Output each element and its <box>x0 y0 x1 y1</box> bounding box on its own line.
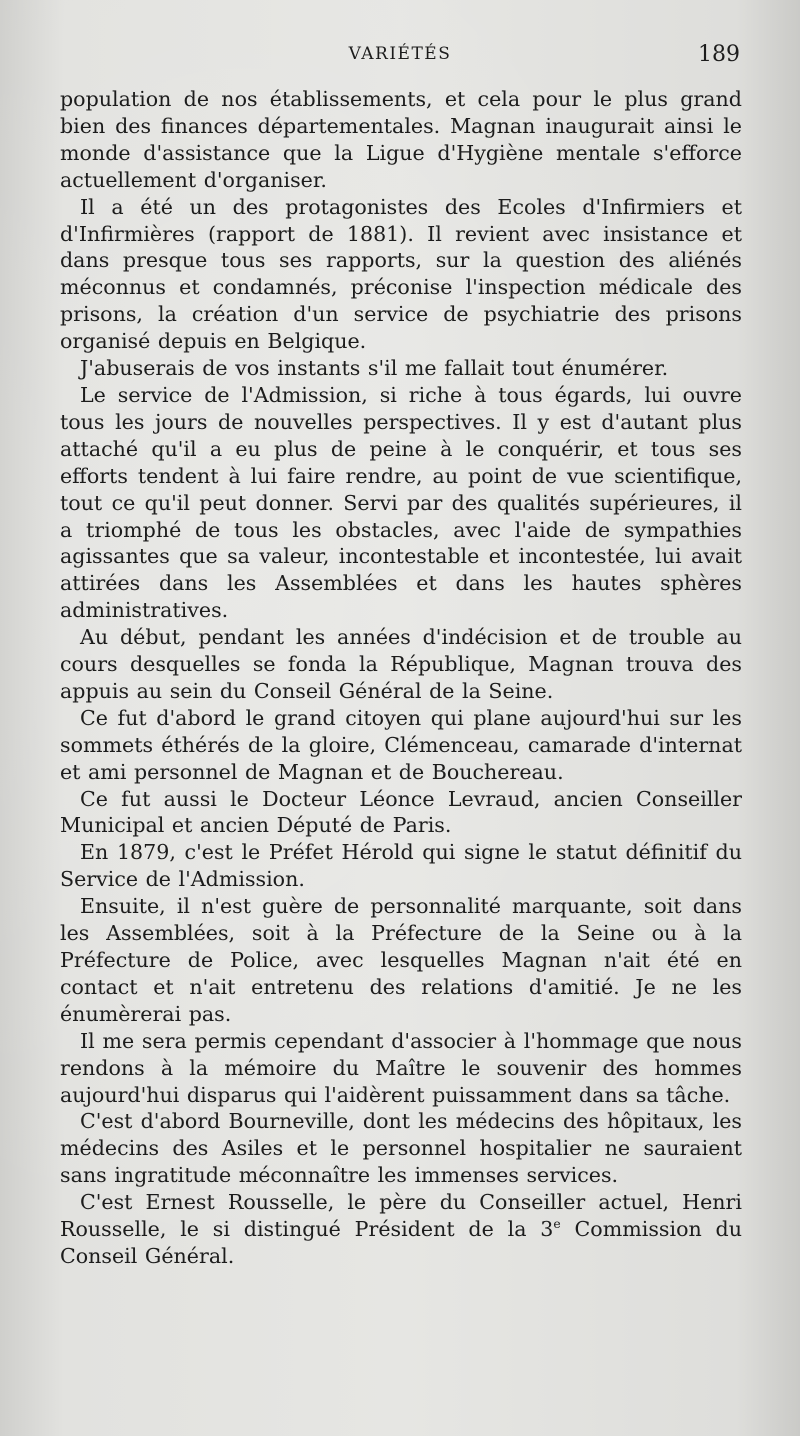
running-title: VARIÉTÉS <box>348 44 452 64</box>
paragraph: Au début, pendant les années d'indécision et de trouble au cours desquelles se fonda la République, Magnan trouva des appuis au sein du Conseil Général de la Seine. <box>60 625 742 703</box>
paragraph-continuation: population de nos établissements, et cela pour le plus grand bien des finances départementales. Magnan inaugurait ainsi le monde d'assistance que la Ligue d'Hygiène mentale s'efforce actuellement d'organiser. <box>60 87 742 192</box>
body-text <box>60 86 742 1270</box>
paragraph: En 1879, c'est le Préfet Hérold qui signe le statut définitif du Service de l'Admission. <box>60 840 742 892</box>
paragraph: J'abuserais de vos instants s'il me fallait tout énumérer. <box>80 356 669 381</box>
paragraph-last-text-end: Commission du Conseil Général. <box>60 1217 742 1268</box>
paragraph-last <box>60 1189 742 1270</box>
page-number: 189 <box>698 42 740 67</box>
page-header <box>60 44 740 74</box>
paragraph: Il me sera permis cependant d'associer à l'hommage que nous rendons à la mémoire du Maître le souvenir des hommes aujourd'hui disparus qui l'aidèrent puissamment dans sa tâche. <box>60 1028 742 1107</box>
paragraph: Ce fut d'abord le grand citoyen qui plane aujourd'hui sur les sommets éthérés de la gloire, Clémenceau, camarade d'internat et ami personnel de Magnan et de Bouchereau. <box>60 705 742 784</box>
paragraph: Ensuite, il n'est guère de personnalité marquante, soit dans les Assemblées, soit à la Préfecture de la Seine ou à la Préfecture de Police, avec lesquelles Magnan n'ait été en contact et n'ait entretenu des relations d'amitié. Je ne les énumèrerai pas. <box>60 894 742 1026</box>
paragraph: Ce fut aussi le Docteur Léonce Levraud, ancien Conseiller Municipal et ancien Député de Paris. <box>60 786 742 838</box>
ordinal-superscript: e <box>553 1217 561 1232</box>
paragraph: C'est d'abord Bourneville, dont les médecins des hôpitaux, les médecins des Asiles et le personnel hospitalier ne sauraient sans ingratitude méconnaître les immenses services. <box>60 1109 742 1188</box>
paragraph: Il a été un des protagonistes des Ecoles d'Infirmiers et d'Infirmières (rapport de 1881). Il revient avec insistance et dans presque tous ses rapports, sur la question des aliénés méconnus et condamnés, préconise l'inspection médicale des prisons, la création d'un service de psychiatrie des prisons organisé depuis en Belgique. <box>60 194 742 354</box>
paragraph-last-text: C'est Ernest Rousselle, le père du Conseiller actuel, Henri Rousselle, le si distingué Président de la 3 <box>60 1190 742 1242</box>
paragraph: Le service de l'Admission, si riche à tous égards, lui ouvre tous les jours de nouvelles perspectives. Il y est d'autant plus attaché qu'il a eu plus de peine à le conquérir, et tous ses efforts tendent à lui faire rendre, au point de vue scientifique, tout ce qu'il peut donner. Servi par des qualités supérieures, il a triomphé de tous les obstacles, avec l'aide de sympathies agissantes que sa valeur, incontestable et incontestée, lui avait attirées dans les Assemblées et dans les hautes sphères administratives. <box>60 382 742 623</box>
